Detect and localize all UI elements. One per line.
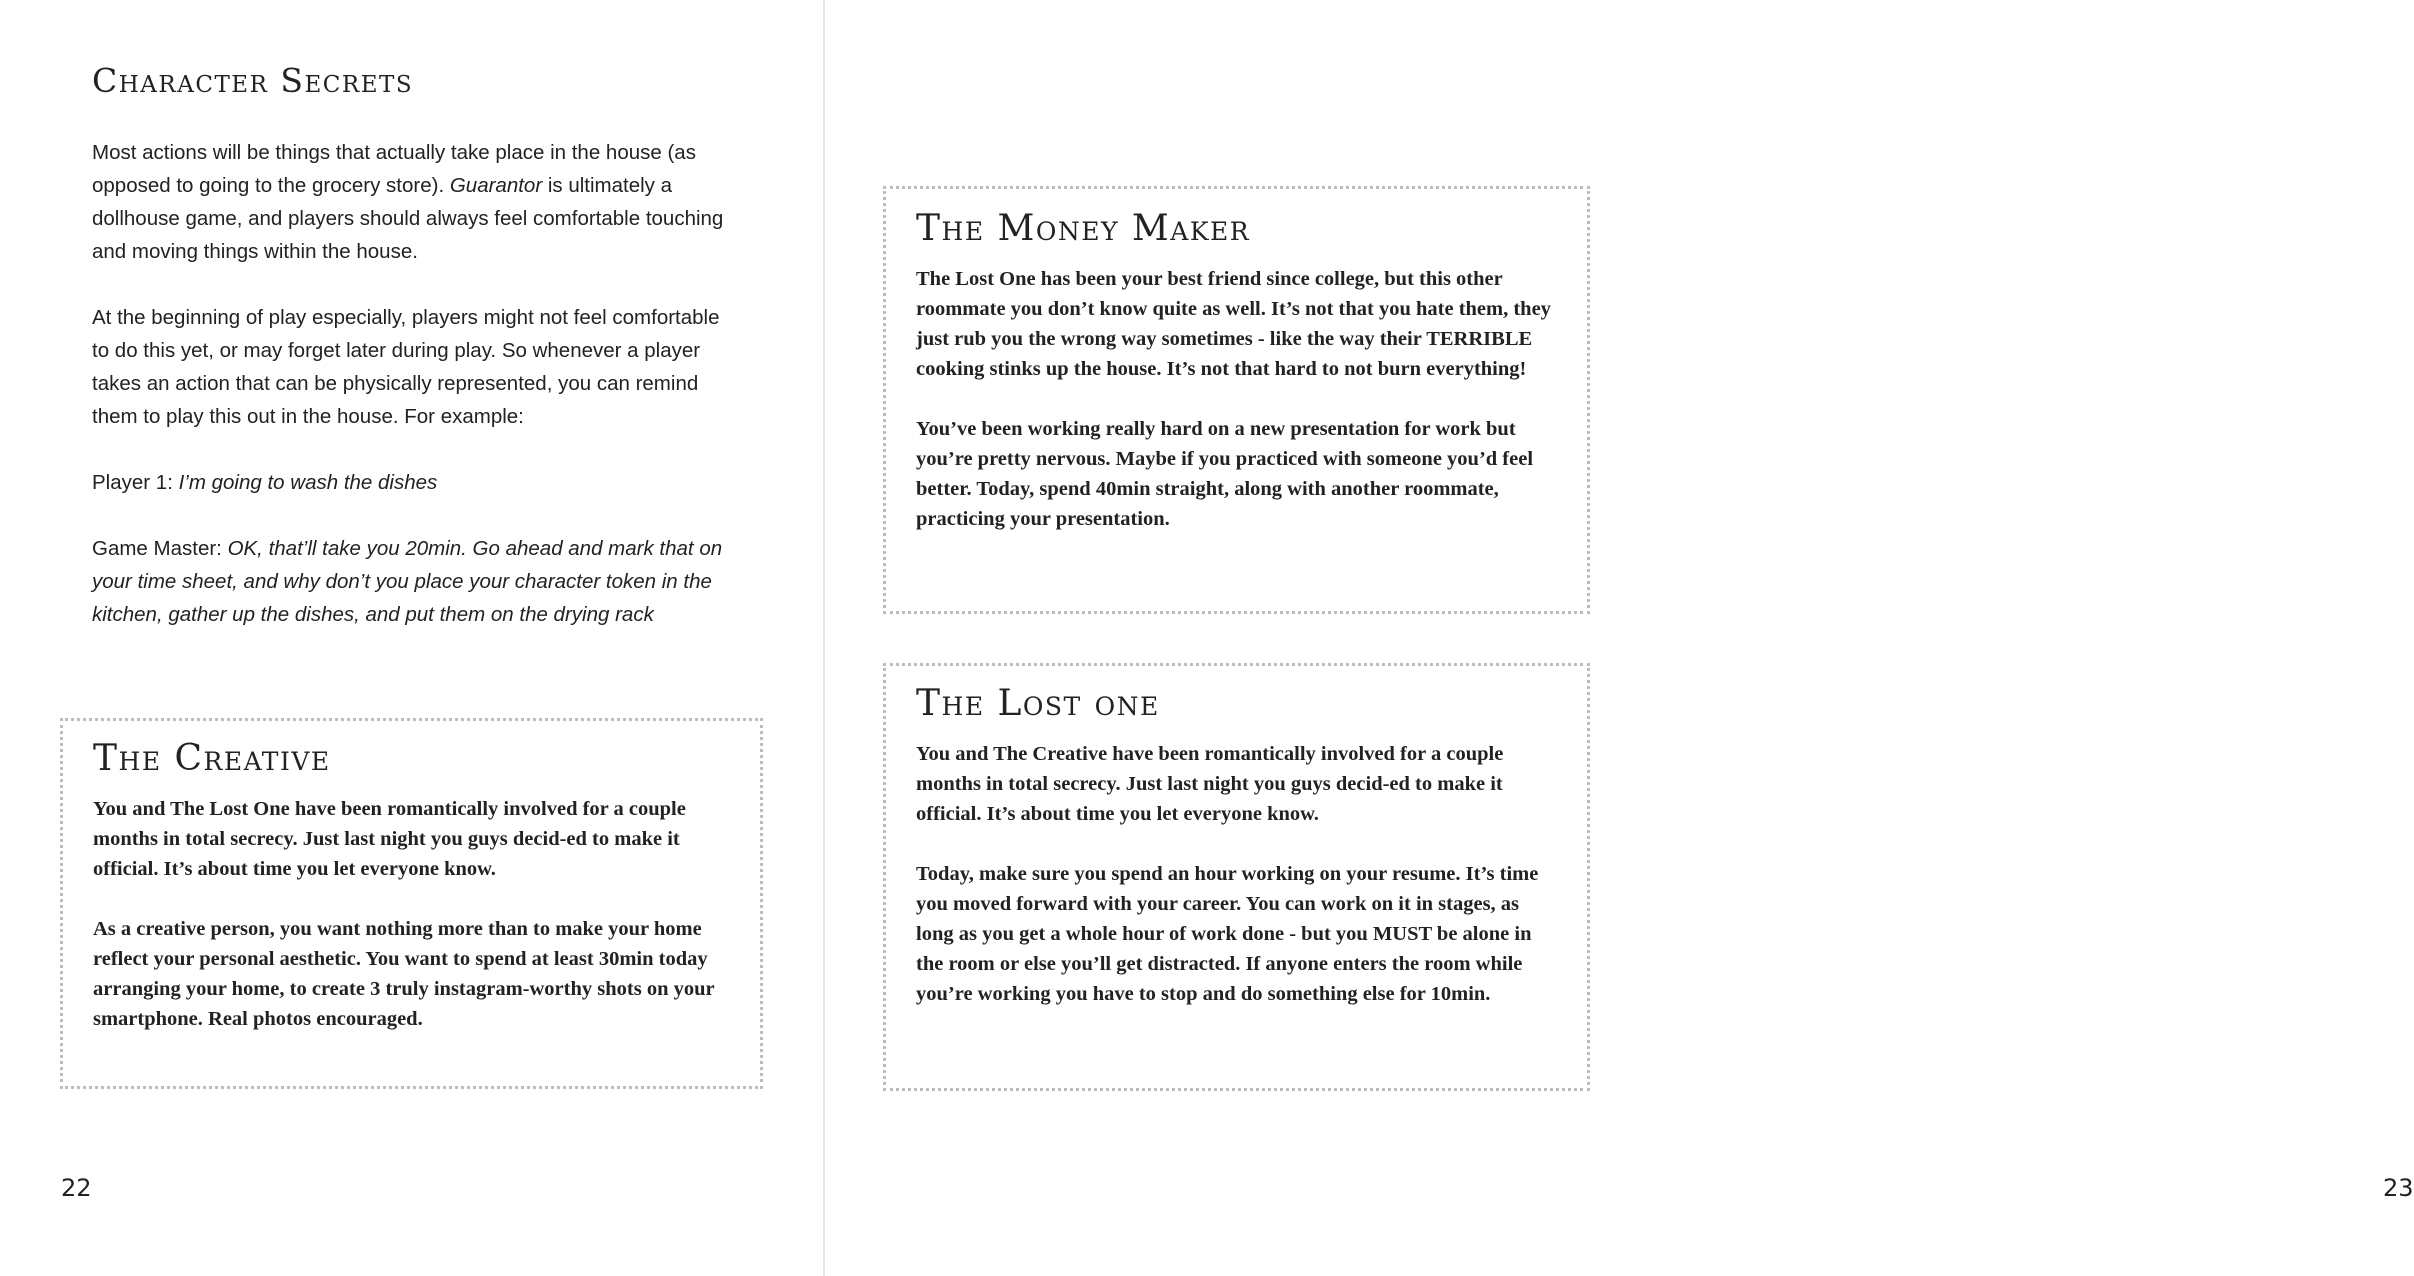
card-title-lost-one: The Lost one — [916, 683, 1160, 724]
example-player-line — [92, 466, 742, 499]
lost-one-paragraph-2: Today, make sure you spend an hour working on your resume. It’s time you moved forward with your career. You can work on it in stages, as long as you get a whole hour of work done - but you MUST be alone in the room or else you’ll get distracted. If anyone enters the room while you’re working you have to stop and do something else for 10min. — [916, 863, 1539, 1005]
intro-paragraph-1 — [92, 136, 742, 268]
example-gm-line — [92, 532, 742, 631]
intro-p1-end: is ultimately a dollhouse game, and players should always feel comfortable touching and moving things within the house. — [92, 174, 724, 263]
creative-paragraph-1: You and The Lost One have been romantically involved for a couple months in total secrecy. Just last night you guys decid-ed to make it official. It’s about time you let everyone know. — [93, 798, 686, 880]
page-number-right: 23 — [2383, 1174, 2414, 1202]
card-the-creative — [60, 718, 763, 1089]
intro-paragraph-2: At the beginning of play especially, players might not feel comfortable to do this yet, or may forget later during play. So whenever a player takes an action that can be physically represented, you can remind them to play this out in the house. For example: — [92, 306, 720, 428]
intro-text — [92, 136, 742, 664]
card-the-money-maker — [883, 186, 1590, 614]
gm-label: Game Master: — [92, 537, 228, 560]
card-body-money-maker — [916, 264, 1557, 534]
money-maker-paragraph-2: You’ve been working really hard on a new presentation for work but you’re pretty nervous. Maybe if you practiced with someone you’d feel better. Today, spend 40min straight, along with another roommate, practicing your presentation. — [916, 418, 1534, 530]
left-page — [0, 0, 823, 1276]
card-title-money-maker: The Money Maker — [916, 208, 1251, 249]
player-label: Player 1: — [92, 471, 179, 494]
gm-quote: OK, that’ll take you 20min. Go ahead and mark that on your time sheet, and why don’t you place your character token in the kitchen, gather up the dishes, and put them on the drying rack — [92, 537, 723, 626]
creative-paragraph-2: As a creative person, you want nothing more than to make your home reflect your personal aesthetic. You want to spend at least 30min today arranging your home, to create 3 truly instagram-worthy shots on your smartphone. Real photos encouraged. — [93, 918, 715, 1030]
intro-p1-start: Most actions will be things that actually take place in the house (as opposed to going to the grocery store). — [92, 141, 696, 197]
card-title-creative: The Creative — [93, 738, 331, 779]
player-quote: I’m going to wash the dishes — [178, 471, 438, 494]
section-title: Character Secrets — [92, 61, 414, 100]
lost-one-paragraph-1: You and The Creative have been romantically involved for a couple months in total secrecy. Just last night you guys decid-ed to make it official. It’s about time you let everyone know. — [916, 743, 1504, 825]
intro-p1-game-title: Guarantor — [449, 174, 543, 197]
money-maker-paragraph-1: The Lost One has been your best friend since college, but this other roommate you don’t know quite as well. It’s not that you hate them, they just rub you the wrong way sometimes - like the way their TERRIBLE cooking stinks up the house. It’s not that hard to not burn everything! — [916, 268, 1551, 380]
card-body-lost-one — [916, 739, 1557, 1009]
page-number-left: 22 — [61, 1174, 92, 1202]
card-the-lost-one — [883, 663, 1590, 1091]
card-body-creative — [93, 794, 730, 1034]
